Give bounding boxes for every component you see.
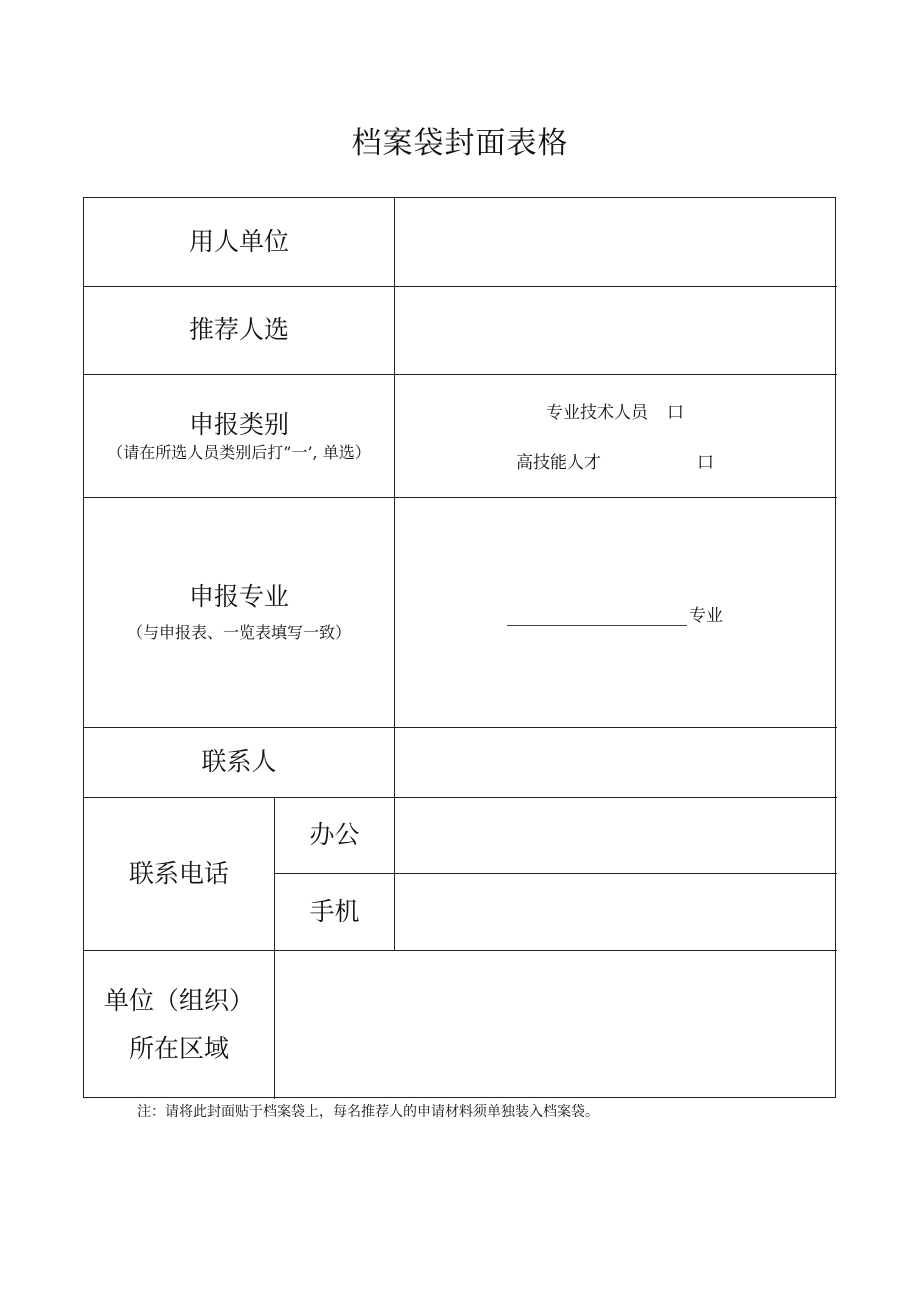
major-hint: （与申报表、一览表填写一致） (126, 623, 351, 642)
option-professional-label: 专业技术人员 (546, 403, 648, 423)
page-title: 档案袋封面表格 (351, 126, 569, 161)
option-skilled-checkbox[interactable]: 口 (697, 453, 714, 473)
footnote: 注：请将此封面贴于档案袋上，每名推荐人的申请材料须单独装入档案袋。 (137, 1104, 599, 1120)
contact-label-cell (84, 727, 394, 797)
category-label-cell (90, 374, 388, 497)
contact-label: 联系人 (201, 747, 277, 776)
major-input[interactable] (507, 609, 687, 626)
candidate-label: 推荐人选 (188, 315, 289, 344)
mobile-label-cell (275, 873, 394, 950)
major-label-cell (84, 497, 394, 727)
option-professional-checkbox[interactable]: 口 (667, 403, 684, 423)
office-phone-input[interactable] (395, 797, 837, 873)
category-hint: （请在所选人员类别后打”一’, 单选） (107, 442, 371, 462)
office-label-cell (275, 797, 394, 873)
office-label: 办公 (309, 820, 360, 849)
major-label: 申报专业 (188, 582, 289, 611)
major-field (395, 497, 837, 727)
employer-input[interactable] (395, 198, 837, 286)
region-input[interactable] (275, 950, 837, 1099)
phone-label: 联系电话 (128, 858, 229, 888)
employer-label-cell (84, 198, 394, 286)
mobile-phone-input[interactable] (395, 873, 837, 950)
candidate-label-cell (84, 286, 394, 374)
category-options (395, 374, 837, 497)
candidate-input[interactable] (395, 286, 837, 374)
form-table (83, 197, 836, 1098)
region-label-line1: 单位（组织） (103, 985, 254, 1015)
category-label: 申报类别 (188, 409, 289, 439)
contact-input[interactable] (395, 727, 837, 797)
option-skilled-label: 高技能人才 (516, 453, 601, 473)
mobile-label: 手机 (309, 896, 360, 926)
phone-label-cell (84, 797, 274, 950)
region-label-cell (84, 950, 274, 1099)
major-suffix: 专业 (689, 606, 723, 626)
employer-label: 用人单位 (188, 227, 289, 256)
region-label-line2: 所在区域 (128, 1033, 229, 1063)
